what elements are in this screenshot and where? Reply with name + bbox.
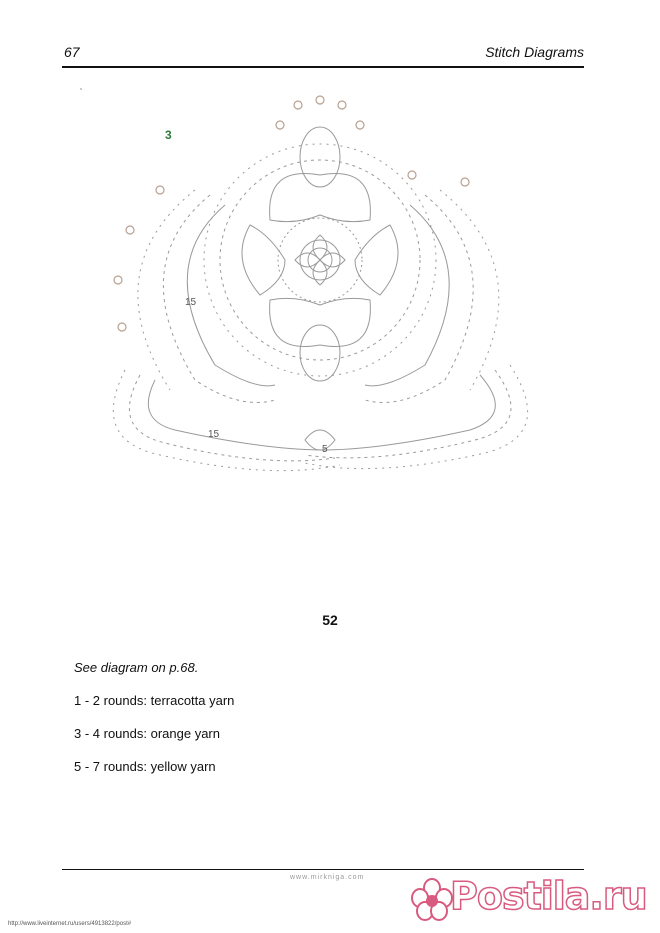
header-rule [62, 66, 584, 68]
notes [74, 660, 234, 792]
svg-text:15: 15 [208, 429, 220, 440]
watermark [410, 872, 650, 928]
round-marker: 3 [165, 128, 172, 142]
round-note: 5 - 7 rounds: yellow yarn [74, 759, 216, 774]
round-note: 1 - 2 rounds: terracotta yarn [74, 693, 235, 708]
speck [80, 88, 82, 90]
diagram-reference: See diagram on p.68. [74, 660, 199, 675]
page-number: 67 [64, 44, 80, 60]
svg-text:5: 5 [322, 444, 328, 455]
footer-url: http://www.liveinternet.ru/users/4913822/post# [8, 921, 132, 927]
footer-rule [62, 869, 584, 870]
figure-number: 52 [322, 612, 338, 628]
section-title: Stitch Diagrams [485, 44, 584, 60]
flower-logo-icon [410, 878, 454, 924]
round-note: 3 - 4 rounds: orange yarn [74, 726, 220, 741]
footer-site-text: www.mirkniga.com [290, 874, 365, 881]
stitch-diagram [100, 95, 550, 510]
watermark-text: Postila.ru [450, 874, 647, 918]
svg-text:15: 15 [185, 297, 197, 308]
